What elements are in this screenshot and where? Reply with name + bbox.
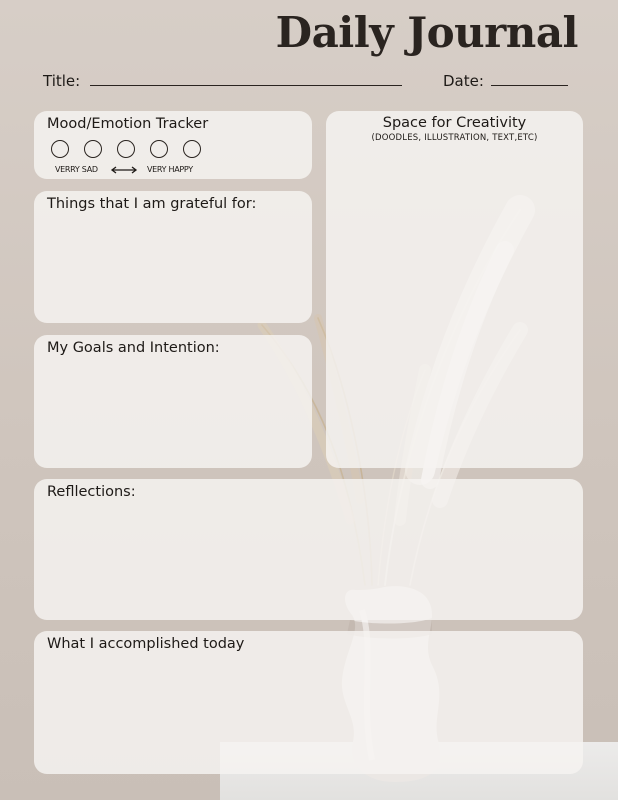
reflections-title: Refllections:: [47, 484, 136, 500]
mood-tracker-card: [34, 111, 312, 179]
goals-card[interactable]: [34, 335, 312, 468]
accomplished-title: What I accomplished today: [47, 636, 245, 652]
mood-option-5[interactable]: [183, 140, 201, 158]
mood-tracker-title: Mood/Emotion Tracker: [47, 116, 209, 132]
date-line[interactable]: [491, 85, 568, 86]
title-label: Title:: [43, 72, 81, 90]
mood-option-1[interactable]: [51, 140, 69, 158]
grateful-title: Things that I am grateful for:: [47, 196, 257, 212]
double-arrow-icon: [110, 165, 138, 175]
creativity-title: Space for Creativity: [382, 115, 527, 131]
title-line[interactable]: [90, 85, 402, 86]
goals-title: My Goals and Intention:: [47, 340, 220, 356]
mood-low-label: VERRY SAD: [55, 165, 98, 174]
creativity-subtitle: (DOODLES, ILLUSTRATION, TEXT,ETC): [371, 133, 538, 143]
accomplished-card[interactable]: [34, 631, 583, 774]
mood-option-4[interactable]: [150, 140, 168, 158]
date-label: Date:: [443, 72, 484, 90]
grateful-card[interactable]: [34, 191, 312, 323]
reflections-card[interactable]: [34, 479, 583, 620]
mood-high-label: VERY HAPPY: [147, 165, 193, 174]
creativity-card[interactable]: [326, 111, 583, 468]
page-title: Daily Journal: [275, 8, 578, 57]
mood-options: [51, 140, 201, 158]
mood-option-2[interactable]: [84, 140, 102, 158]
mood-option-3[interactable]: [117, 140, 135, 158]
